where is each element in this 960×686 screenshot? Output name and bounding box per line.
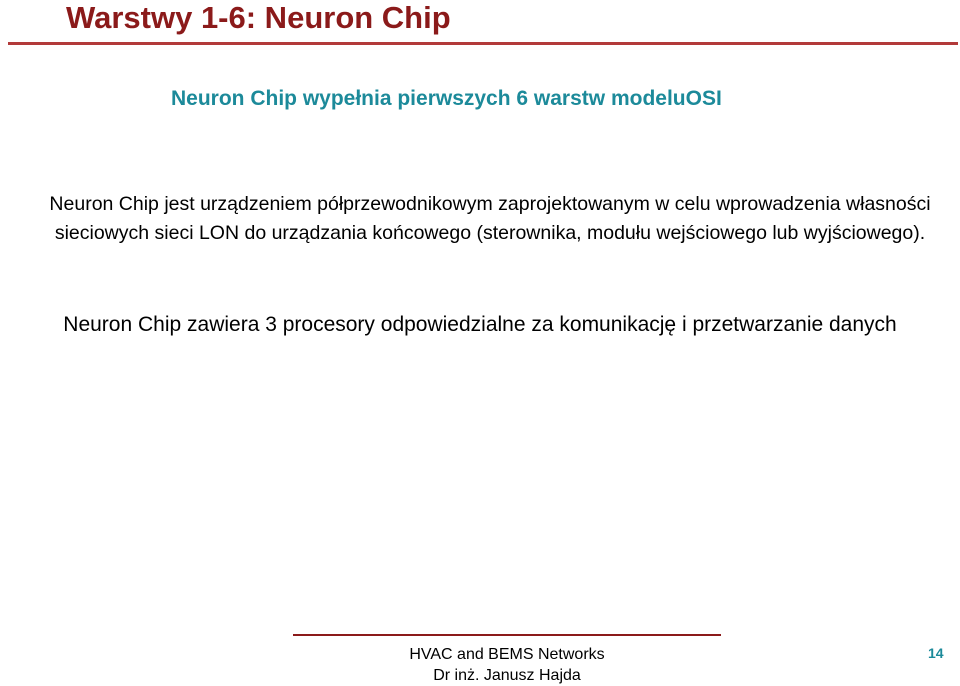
footer-divider xyxy=(293,634,721,636)
title-divider xyxy=(8,42,958,45)
page-number: 14 xyxy=(928,645,944,661)
slide-title: Warstwy 1-6: Neuron Chip xyxy=(66,0,451,35)
footer-course: HVAC and BEMS Networks xyxy=(409,646,605,663)
paragraph-processors: Neuron Chip zawiera 3 procesory odpowiedzialne za komunikację i przetwarzanie danych xyxy=(63,313,897,336)
footer-author: Dr inż. Janusz Hajda xyxy=(433,667,581,684)
slide-subtitle: Neuron Chip wypełnia pierwszych 6 warstw modeluOSI xyxy=(171,87,722,110)
paragraph-description: Neuron Chip jest urządzeniem półprzewodnikowym zaprojektowanym w celu wprowadzenia własności sieciowych sieci LON do urządzania końcowego (sterownika, modułu wejściowego lub wyjściowego). xyxy=(49,193,931,244)
